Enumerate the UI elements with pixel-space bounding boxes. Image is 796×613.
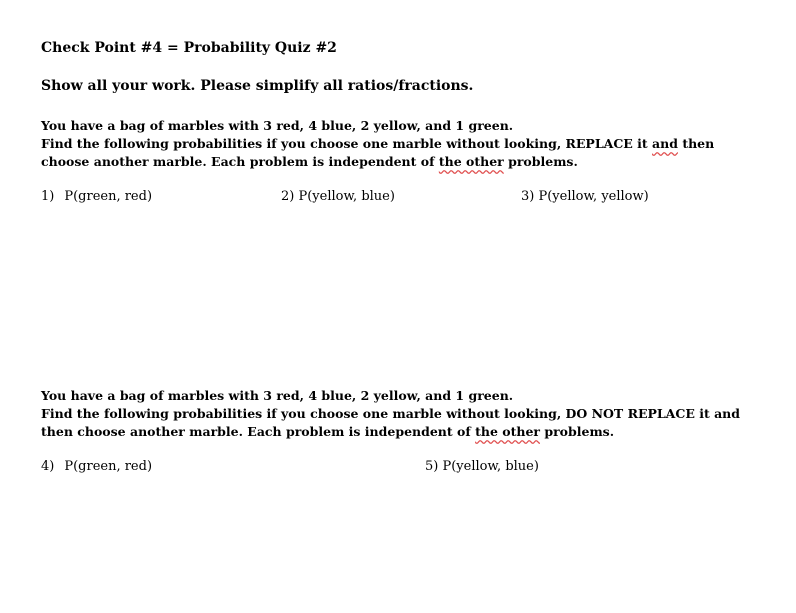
problem-number: 4) <box>41 459 55 474</box>
problem-text: P(green, red) <box>64 189 153 204</box>
section-2-line-2-part-c: problems. <box>540 424 615 439</box>
spellcheck-flagged-phrase[interactable]: the other <box>475 424 540 439</box>
section-2-line-1: You have a bag of marbles with 3 red, 4 blue, 2 yellow, and 1 green. <box>41 388 514 403</box>
section-2-line-2-part-a: Find the following probabilities if you choose one marble without looking, DO NOT REPLACE it and then choose another marble. Each problem is independent of <box>41 406 740 439</box>
section-1-line-2-part-a: Find the following probabilities if you choose one marble without looking, REPLACE it <box>41 136 653 151</box>
section-1-description <box>41 117 756 171</box>
section-1-line-2-part-c: problems. <box>503 154 578 169</box>
spellcheck-flagged-phrase[interactable]: the other <box>438 154 504 169</box>
problem-4 <box>41 459 152 474</box>
problem-3 <box>521 189 649 204</box>
spellcheck-flagged-word[interactable]: and <box>652 136 678 151</box>
page-title: Check Point #4 = Probability Quiz #2 <box>41 40 337 56</box>
problem-text: 3) P(yellow, yellow) <box>521 189 649 204</box>
problem-text: 5) P(yellow, blue) <box>425 459 539 474</box>
section-2-description <box>41 387 756 441</box>
instructions: Show all your work. Please simplify all ratios/fractions. <box>41 78 474 94</box>
problem-2 <box>281 189 395 204</box>
section-1-line-1: You have a bag of marbles with 3 red, 4 blue, 2 yellow, and 1 green. <box>41 118 514 133</box>
problem-1 <box>41 189 152 204</box>
section-1-line-2-part-b: then choose another marble. Each problem is independent of <box>41 136 715 169</box>
problem-text: P(green, red) <box>64 459 153 474</box>
problem-number: 1) <box>41 189 55 204</box>
problem-5 <box>425 459 539 474</box>
problem-text: 2) P(yellow, blue) <box>281 189 395 204</box>
